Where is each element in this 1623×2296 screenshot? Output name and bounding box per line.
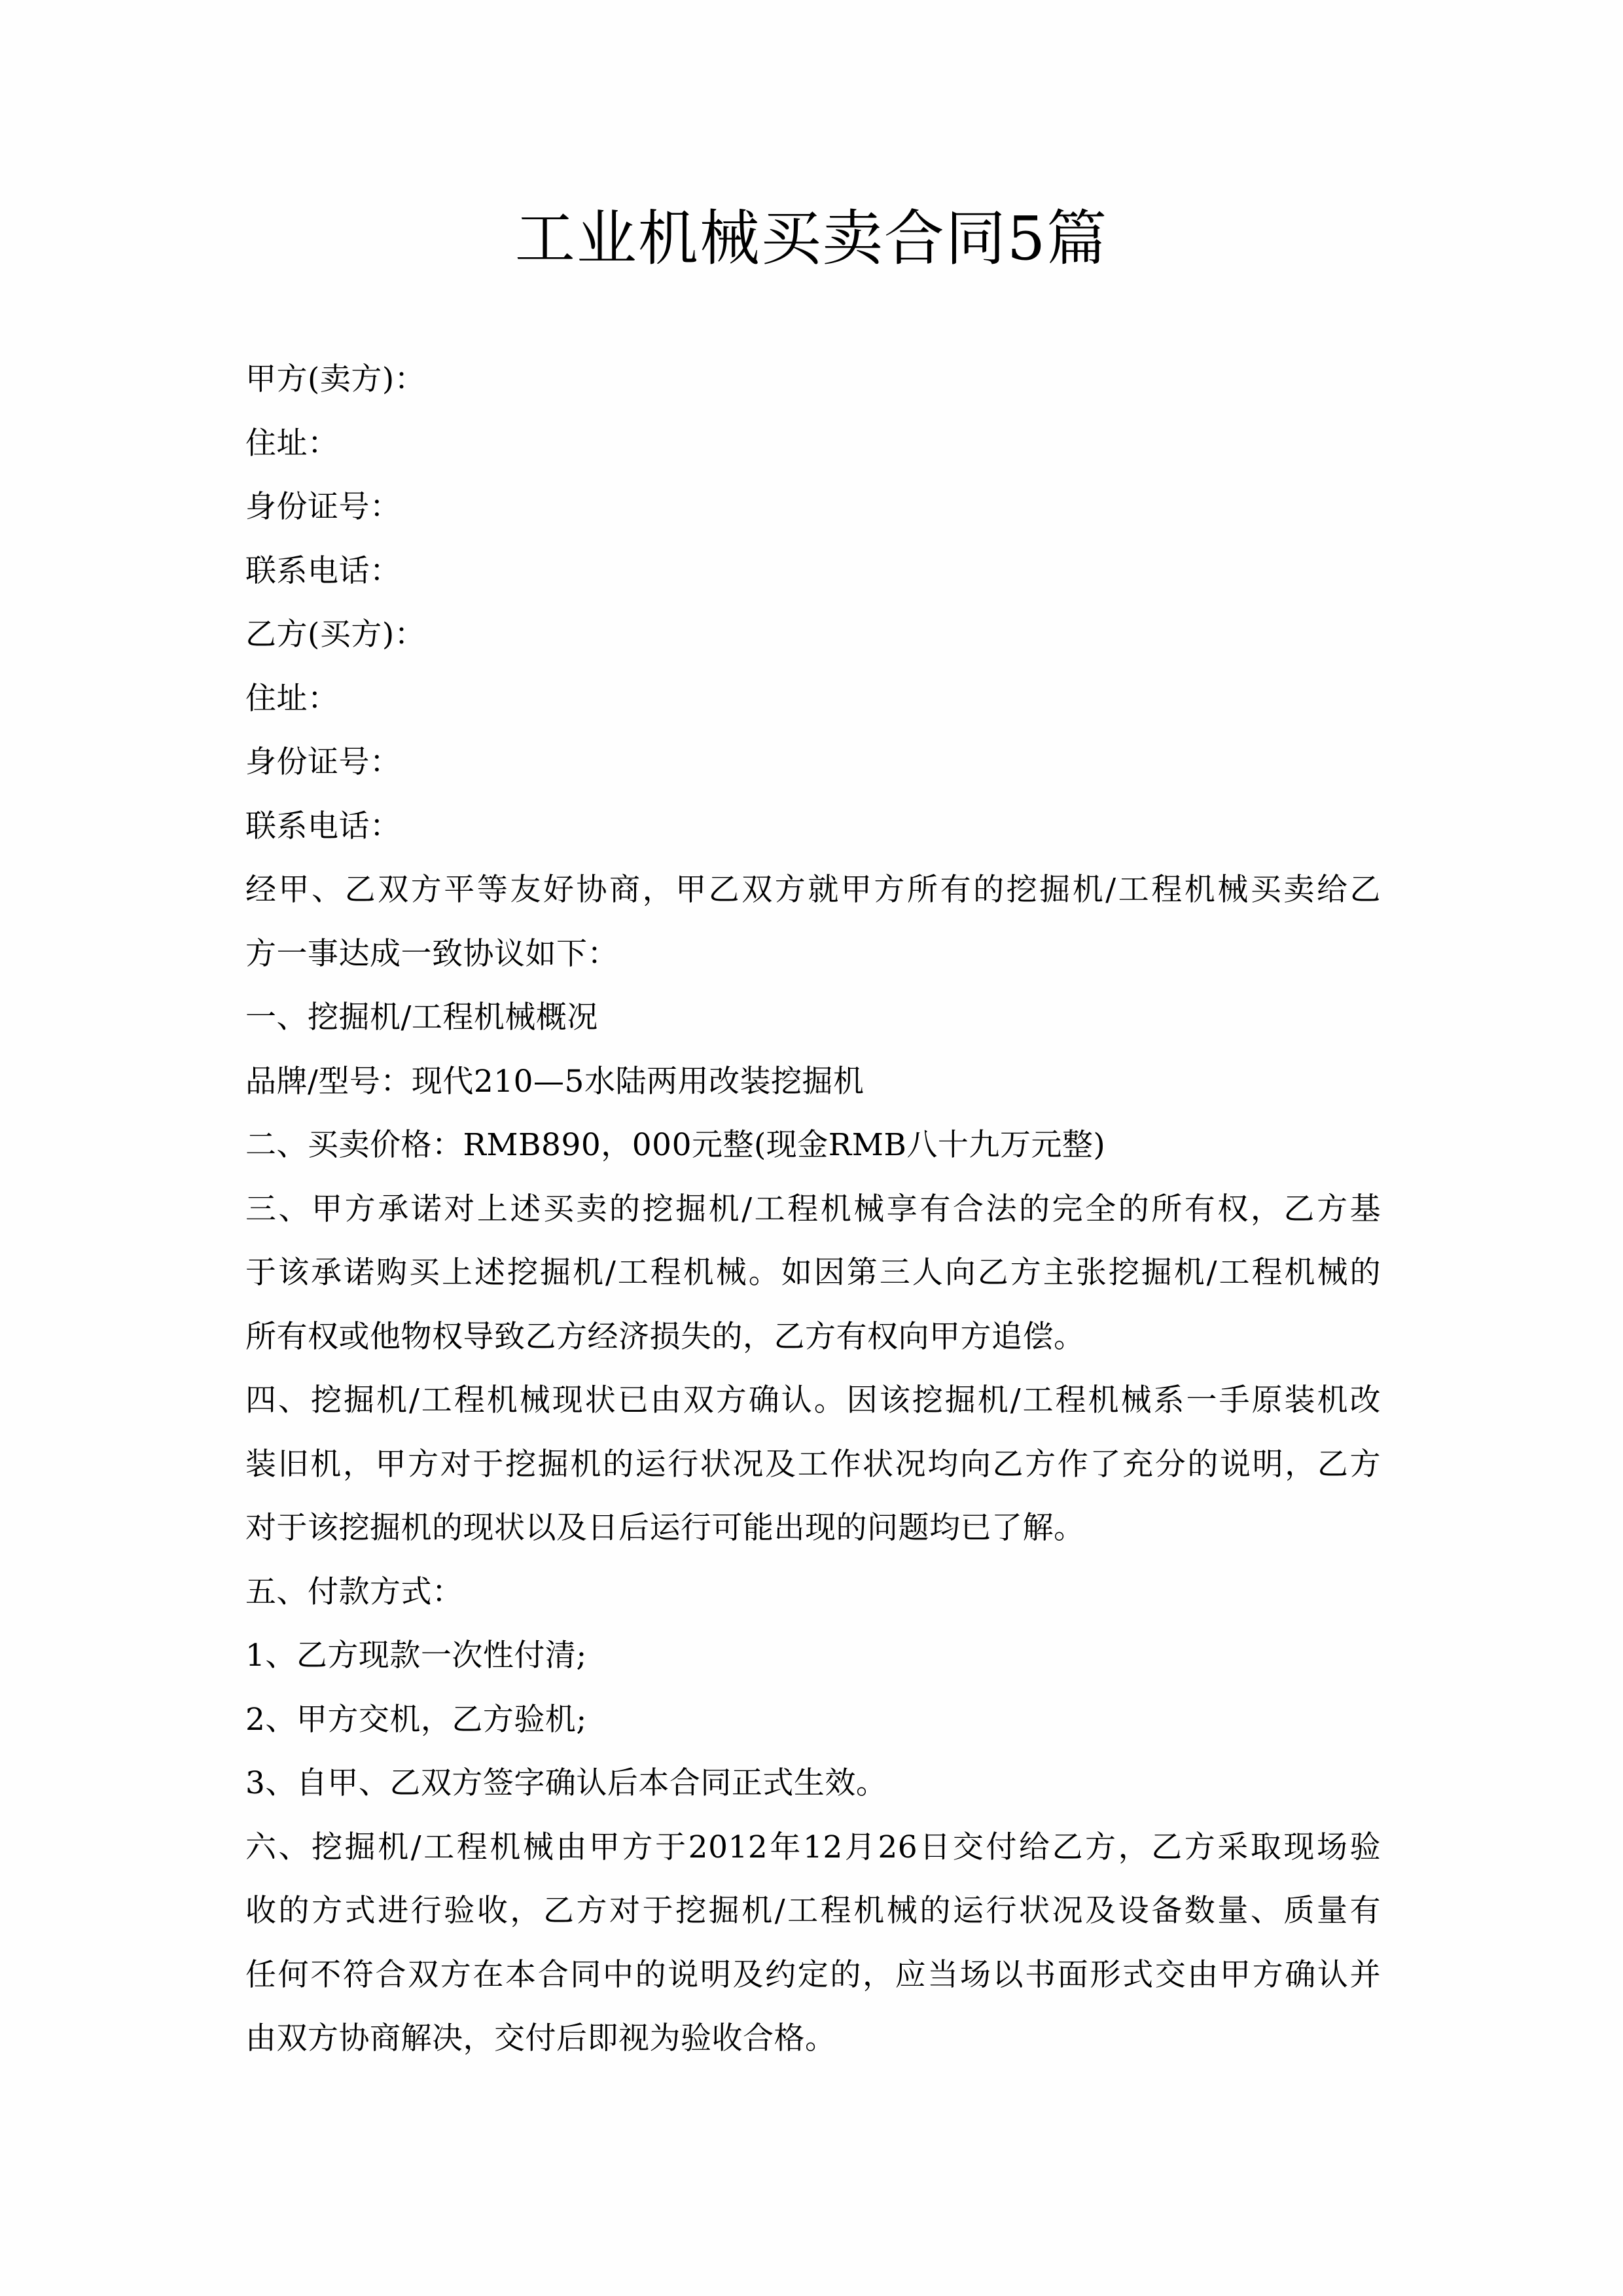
section-6-line-3: 任何不符合双方在本合同中的说明及约定的，应当场以书面形式交由甲方确认并 xyxy=(245,1956,1381,1993)
section-5-heading: 五、付款方式： xyxy=(245,1573,463,1610)
section-4-line-1: 四、挖掘机/工程机械现状已由双方确认。因该挖掘机/工程机械系一手原装机改 xyxy=(245,1382,1381,1418)
payment-item-1: 1、乙方现款一次性付清; xyxy=(245,1638,587,1674)
section-2-price: 二、买卖价格：RMB890，000元整(现金RMB八十九万元整) xyxy=(245,1127,1106,1163)
document-body xyxy=(245,357,1381,2080)
section-6-line-2: 收的方式进行验收，乙方对于挖掘机/工程机械的运行状况及设备数量、质量有 xyxy=(245,1893,1381,1929)
seller-phone-label: 联系电话： xyxy=(245,552,401,589)
section-3-line-3: 所有权或他物权导致乙方经济损失的，乙方有权向甲方追偿。 xyxy=(245,1318,1085,1355)
section-4-line-3: 对于该挖掘机的现状以及日后运行可能出现的问题均已了解。 xyxy=(245,1510,1085,1546)
section-6-line-4: 由双方协商解决，交付后即视为验收合格。 xyxy=(245,2020,836,2056)
document-title: 工业机械买卖合同5篇 xyxy=(514,204,1109,274)
preamble-line-1: 经甲、乙双方平等友好协商，甲乙双方就甲方所有的挖掘机/工程机械买卖给乙 xyxy=(245,872,1381,908)
seller-id-label: 身份证号： xyxy=(245,489,401,525)
payment-item-3: 3、自甲、乙双方签字确认后本合同正式生效。 xyxy=(245,1765,887,1801)
buyer-label: 乙方(买方)： xyxy=(245,617,426,653)
buyer-id-label: 身份证号： xyxy=(245,744,401,780)
preamble-line-2: 方一事达成一致协议如下： xyxy=(245,935,618,972)
seller-label: 甲方(卖方)： xyxy=(245,361,426,397)
section-3-line-1: 三、甲方承诺对上述买卖的挖掘机/工程机械享有合法的完全的所有权，乙方基 xyxy=(245,1191,1381,1227)
buyer-address-label: 住址： xyxy=(245,680,339,717)
section-3-line-2: 于该承诺购买上述挖掘机/工程机械。如因第三人向乙方主张挖掘机/工程机械的 xyxy=(245,1255,1381,1291)
section-6-line-1: 六、挖掘机/工程机械由甲方于2012年12月26日交付给乙方，乙方采取现场验 xyxy=(245,1829,1381,1865)
section-4-line-2: 装旧机，甲方对于挖掘机的运行状况及工作状况均向乙方作了充分的说明，乙方 xyxy=(245,1446,1381,1482)
section-1-heading: 一、挖掘机/工程机械概况 xyxy=(245,999,598,1035)
brand-model-line: 品牌/型号：现代210—5水陆两用改装挖掘机 xyxy=(245,1063,865,1100)
payment-item-2: 2、甲方交机，乙方验机; xyxy=(245,1701,587,1738)
seller-address-label: 住址： xyxy=(245,425,339,461)
buyer-phone-label: 联系电话： xyxy=(245,808,401,844)
